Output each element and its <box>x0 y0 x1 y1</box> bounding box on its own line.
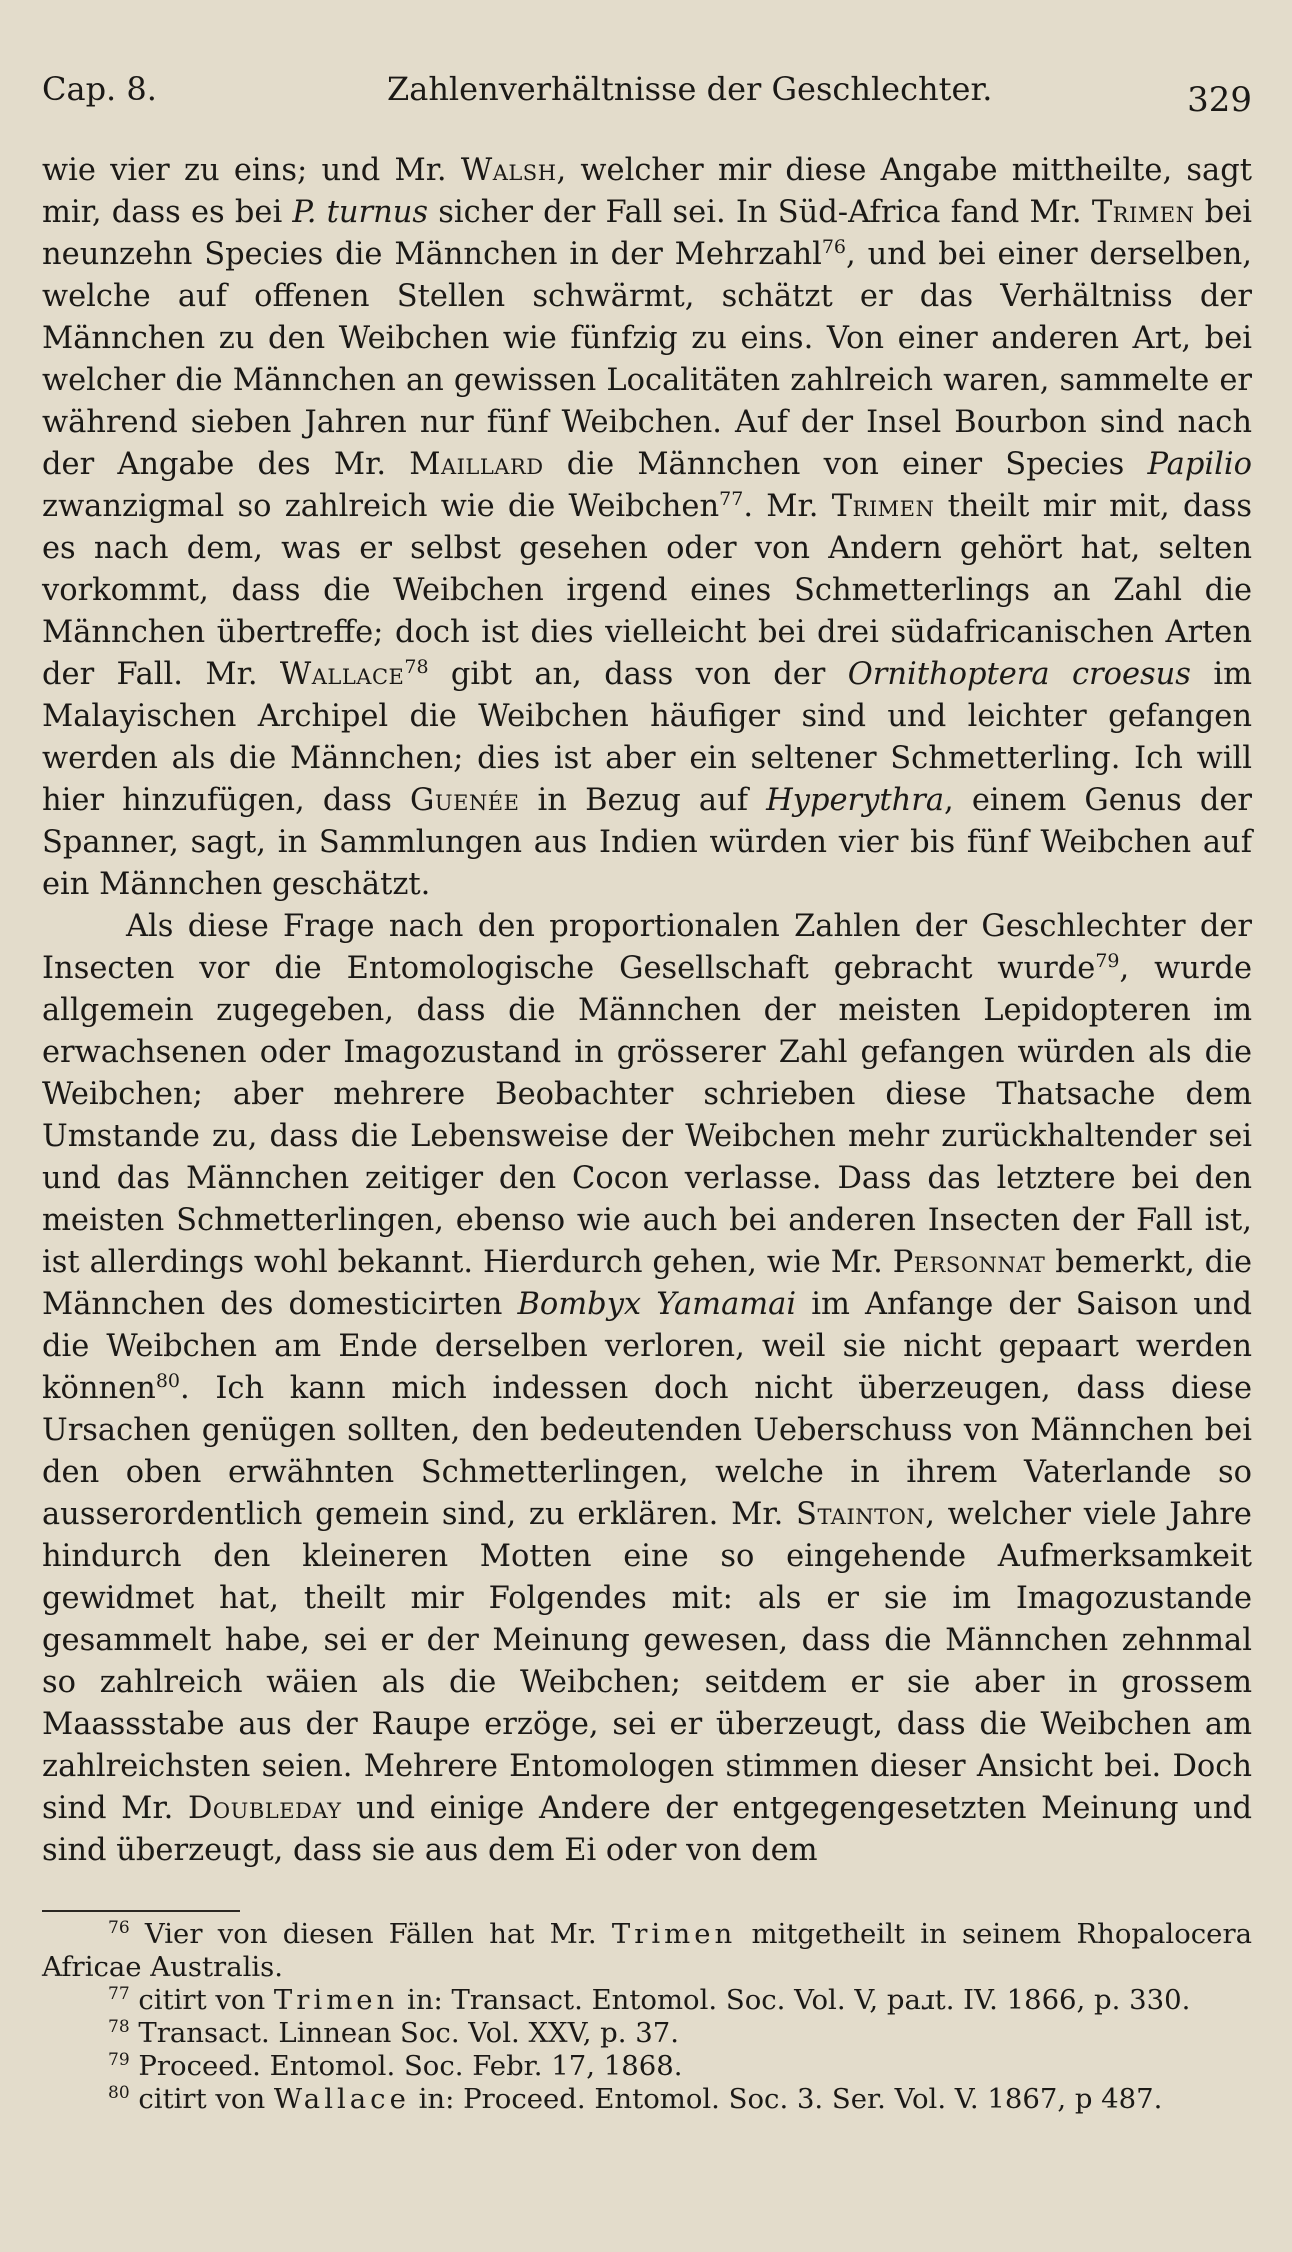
name-wallace: Wallace <box>273 2083 410 2115</box>
footnotes <box>42 1918 1252 2116</box>
species-ornithoptera: Ornithoptera croesus <box>847 657 1191 692</box>
running-title: Zahlenverhältnisse der Geschlechter. <box>387 70 993 108</box>
footnote-78: $^{78}$ Transact. Linnean Soc. Vol. XXV, p. 37. <box>108 2016 679 2049</box>
footnote-ref: 79 <box>1095 949 1120 972</box>
footnote-ref: 77 <box>719 487 744 510</box>
paragraph-2: Als diese Frage nach den proportionalen Zahlen der Geschlechter der Insecten vor die Entomologische Gesellschaft gebracht wurde$^{79}$, wurde allgemein zugegeben, dass die Männchen der meisten Lepidopteren im erwachsenen oder Imagozustand in grösserer Zahl gefangen würden als die Weibchen; aber mehrere Beobachter schrieben diese Thatsache dem Umstande zu, dass die Lebensweise der Weibchen mehr zurückhaltender sei und das Männchen zeitiger den Cocon verlasse. Dass das letztere bei den meisten Schmetterlingen, ebenso wie auch bei anderen Insecten der Fall ist, ist allerdings wohl bekannt. Hierdurch gehen, wie Mr. Personnat bemerkt, die Männchen des domesticirten Bombyx Yamamai im Anfange der Saison und die Weibchen am Ende derselben verloren, weil sie nicht gepaart werden können$^{80}$. Ich kann mich indessen doch nicht überzeugen, dass diese Ursachen genügen sollten, den bedeutenden Ueberschuss von Männchen bei den oben erwähnten Schmetterlingen, welche in ihrem Vaterlande so ausserordentlich gemein sind, zu erklären. Mr. Stainton, welcher viele Jahre hindurch den kleineren Motten eine so eingehende Aufmerksamkeit gewidmet hat, theilt mir Folgendes mit: als er sie im Imagozustande gesammelt habe, sei er der Meinung gewesen, dass die Männchen zehnmal so zahlreich wäien als die Weibchen; seitdem er sie aber in grossem Maassstabe aus der Raupe erzöge, sei er überzeugt, dass die Weibchen am zahlreichsten seien. Mehrere Entomologen stimmen dieser Ansicht bei. Doch sind Mr. Doubleday und einige Andere der entgegengesetzten Meinung und sind überzeugt, dass sie aus dem Ei oder von dem <box>42 909 1253 1868</box>
name-stainton: Stainton <box>796 1497 926 1532</box>
name-trimen: Trimen <box>273 1984 399 2016</box>
running-header <box>42 58 1252 120</box>
name-trimen: Trimen <box>1091 195 1195 230</box>
paragraph-1: wie vier zu eins; und Mr. Walsh, welcher mir diese Angabe mittheilte, sagt mir, dass es bei P. turnus sicher der Fall sei. In Süd-Africa fand Mr. Trimen bei neunzehn Species die Männchen in der Mehrzahl$^{76}$, und bei einer derselben, welche auf offenen Stellen schwärmt, schätzt er das Verhältniss der Männchen zu den Weibchen wie fünfzig zu eins. Von einer anderen Art, bei welcher die Männchen an gewissen Localitäten zahlreich waren, sammelte er während sieben Jahren nur fünf Weibchen. Auf der Insel Bourbon sind nach der Angabe des Mr. Maillard die Männchen von einer Species Papilio zwanzigmal so zahlreich wie die Weibchen$^{77}$. Mr. Trimen theilt mir mit, dass es nach dem, was er selbst gesehen oder von Andern gehört hat, selten vorkommt, dass die Weibchen irgend eines Schmetterlings an Zahl die Männchen übertreffe; doch ist dies vielleicht bei drei südafricanischen Arten der Fall. Mr. Wallace$^{78}$ gibt an, dass von der Ornithoptera croesus im Malayischen Archipel die Weibchen häufiger sind und leichter gefangen werden als die Männchen; dies ist aber ein seltener Schmetterling. Ich will hier hinzufügen, dass Guenée in Bezug auf Hyperythra, einem Genus der Spanner, sagt, in Sammlungen aus Indien würden vier bis fünf Weibchen auf ein Männchen geschätzt. <box>42 153 1253 902</box>
name-doubleday: Doubleday <box>187 1791 342 1826</box>
name-wallace: Wallace <box>279 657 405 692</box>
species-bombyx: Bombyx Yamamai <box>517 1287 797 1322</box>
name-guenee: Guenée <box>410 783 520 818</box>
page-number: 329 <box>1187 80 1252 120</box>
footnote-ref: 76 <box>821 235 847 258</box>
footnote-79: $^{79}$ Proceed. Entomol. Soc. Febr. 17, 1868. <box>108 2049 683 2082</box>
name-walsh: Walsh <box>460 153 557 188</box>
footnote-80: $^{80}$ citirt von Wallace in: Proceed. Entomol. Soc. 3. Ser. Vol. V. 1867, p 487. <box>108 2082 1163 2115</box>
species-turnus: P. turnus <box>292 195 429 230</box>
name-trimen: Trimen <box>611 1918 737 1950</box>
footnote-ref: 80 <box>155 1369 181 1392</box>
name-trimen: Trimen <box>831 489 935 524</box>
chapter-label: Cap. 8. <box>42 70 157 108</box>
footnote-76: $^{76}$ Vier von diesen Fällen hat Mr. Trimen mitgetheilt in seinem Rhopalocera Africae Australis. <box>42 1917 1252 1983</box>
genus-hyperythra: Hyperythra <box>766 783 945 818</box>
footnote-divider <box>42 1910 240 1912</box>
name-personnat: Personnat <box>892 1245 1046 1280</box>
footnote-77: $^{77}$ citirt von Trimen in: Transact. Entomol. Soc. Vol. V, paɹt. IV. 1866, p. 330. <box>108 1983 1191 2016</box>
footnote-ref: 78 <box>404 655 429 678</box>
name-maillard: Maillard <box>409 447 544 482</box>
main-text <box>42 150 1252 1872</box>
genus-papilio: Papilio <box>1147 447 1252 482</box>
